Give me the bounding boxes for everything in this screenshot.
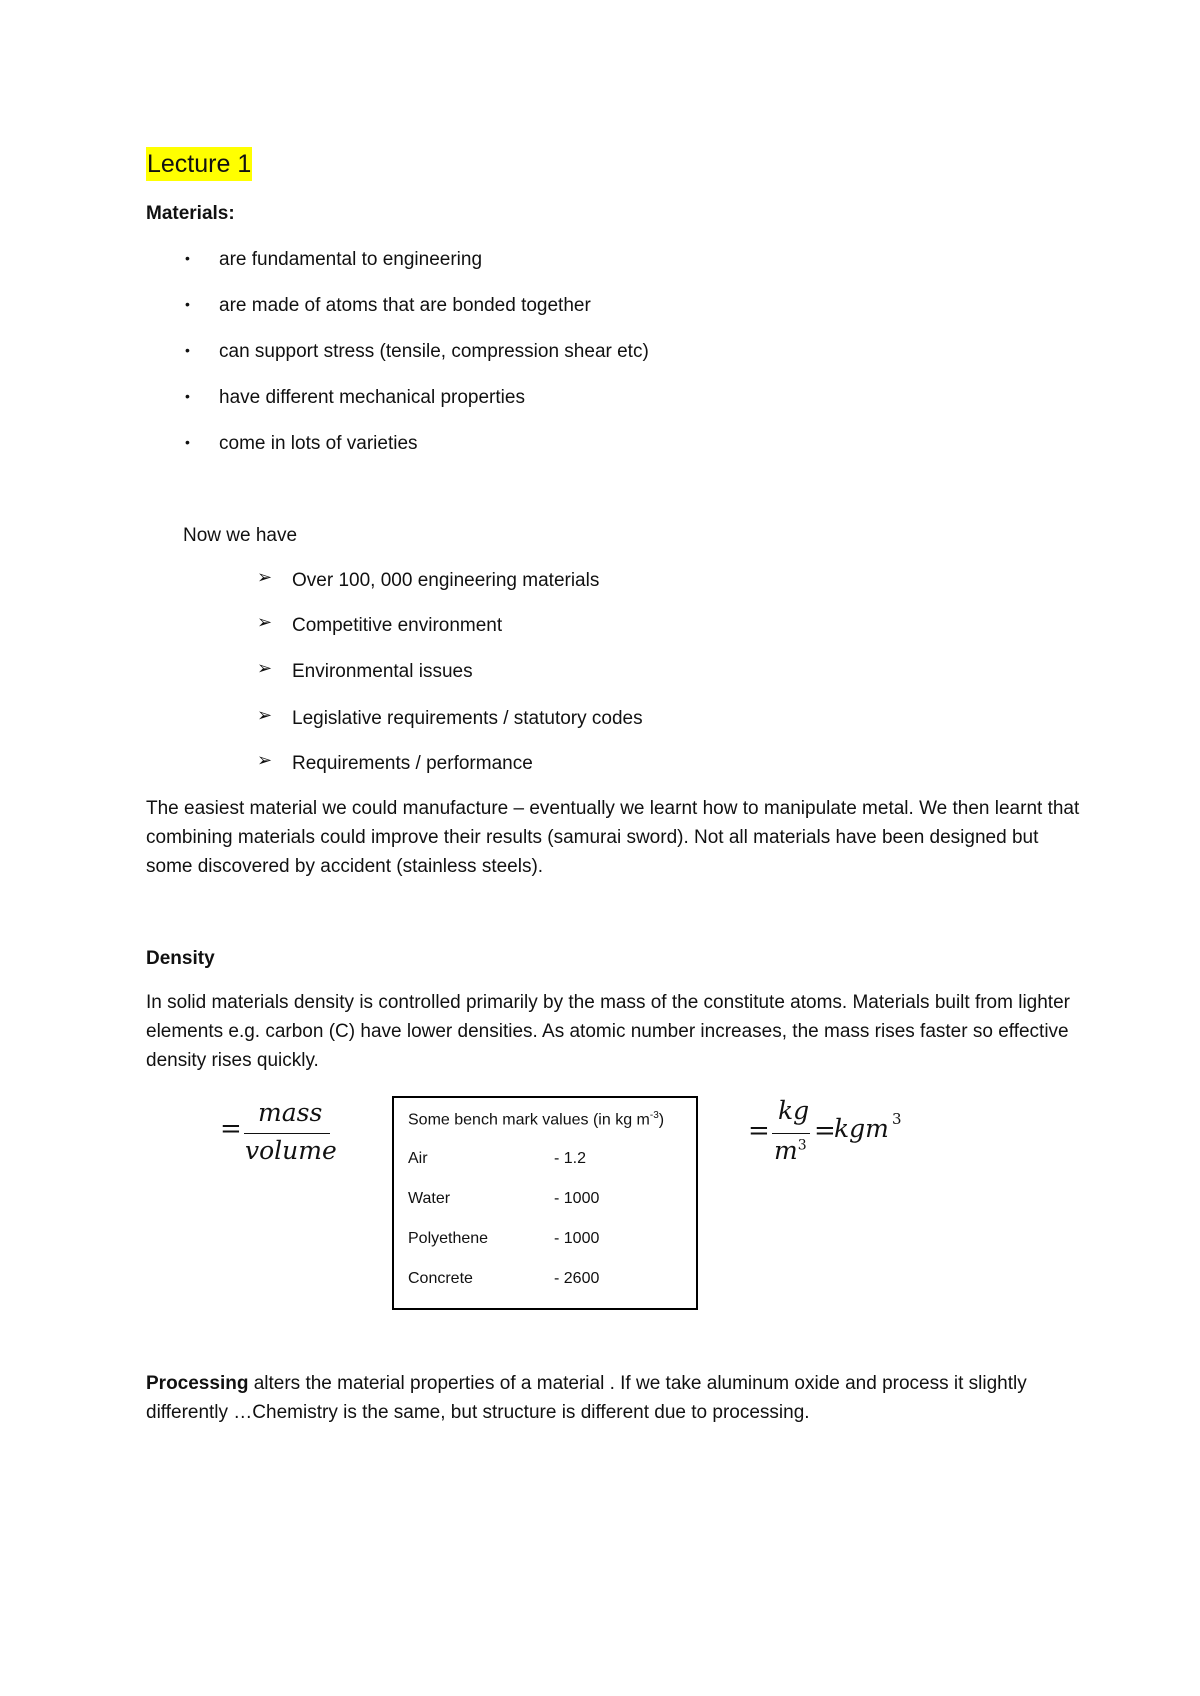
- fraction-bar: [244, 1133, 330, 1134]
- arrow-bullet-icon: ➢: [257, 750, 273, 770]
- benchmark-caption: Some bench mark values (in kg $m^{-3}$): [408, 1110, 665, 1129]
- list-item: are fundamental to engineering: [219, 249, 483, 270]
- list-item: Over 100, 000 engineering materials: [292, 570, 600, 591]
- bullet-icon: •: [185, 342, 190, 358]
- density-paragraph: In solid materials density is controlled primarily by the mass of the constitute atoms. Materials built from lighter elements e.g. carbon (C) have lower densities. As atomic number increases, the mass rises faster so effective density rises quickly.: [146, 992, 1070, 1071]
- equals-sign: =: [748, 1116, 770, 1146]
- list-item: Competitive environment: [292, 615, 503, 636]
- bullet-icon: •: [185, 388, 190, 404]
- formula-denominator: $m^3$: [774, 1136, 807, 1165]
- benchmark-row-value: - 1000: [554, 1230, 600, 1247]
- bullet-icon: •: [185, 296, 190, 312]
- benchmark-row-value: - 1.2: [554, 1150, 587, 1167]
- list-item: Environmental issues: [292, 661, 473, 682]
- benchmark-values-box: [392, 1096, 698, 1310]
- density-heading: Density: [146, 948, 215, 969]
- formula-numerator: mass: [258, 1098, 323, 1127]
- formula-denominator: volume: [245, 1136, 337, 1165]
- benchmark-row-value: - 1000: [554, 1190, 600, 1207]
- arrow-bullet-icon: ➢: [257, 705, 273, 725]
- list-item: come in lots of varieties: [219, 433, 418, 454]
- benchmark-row-value: - 2600: [554, 1270, 600, 1287]
- bullet-icon: •: [185, 250, 190, 266]
- list-item: Legislative requirements / statutory codes: [292, 708, 643, 729]
- bullet-icon: •: [185, 434, 190, 450]
- processing-text: alters the material properties of a material . If we take aluminum oxide and process it slightly differently …Chemistry is the same, but structure is different due to processing.: [146, 1373, 1027, 1423]
- processing-bold: Processing: [146, 1373, 249, 1394]
- processing-paragraph: [146, 1369, 1086, 1427]
- list-item: Requirements / performance: [292, 753, 533, 774]
- list-item: are made of atoms that are bonded together: [219, 295, 591, 316]
- list-item: have different mechanical properties: [219, 387, 525, 408]
- benchmark-row-name: Polyethene: [408, 1230, 489, 1247]
- benchmark-row-name: Concrete: [408, 1270, 473, 1287]
- formula-result-exponent: 3: [892, 1110, 902, 1128]
- formula-result: kgm: [834, 1114, 889, 1143]
- page-title: Lecture 1: [146, 147, 252, 181]
- arrow-bullet-icon: ➢: [257, 658, 273, 678]
- materials-heading: Materials:: [146, 203, 235, 224]
- list-item: can support stress (tensile, compression shear etc): [219, 341, 649, 362]
- formula-numerator: kg: [778, 1096, 810, 1125]
- arrow-bullet-icon: ➢: [257, 612, 273, 632]
- arrow-bullet-icon: ➢: [257, 567, 273, 587]
- history-paragraph: The easiest material we could manufacture – eventually we learnt how to manipulate metal. We then learnt that combining materials could improve their results (samurai sword). Not all materials have been designed but some discovered by accident (stainless steels).: [146, 798, 1080, 877]
- now-we-have-intro: Now we have: [183, 525, 298, 546]
- equals-sign: =: [220, 1114, 242, 1144]
- fraction-bar: [772, 1133, 810, 1134]
- benchmark-row-name: Air: [408, 1150, 428, 1167]
- equals-sign: =: [814, 1116, 836, 1146]
- benchmark-row-name: Water: [408, 1190, 451, 1207]
